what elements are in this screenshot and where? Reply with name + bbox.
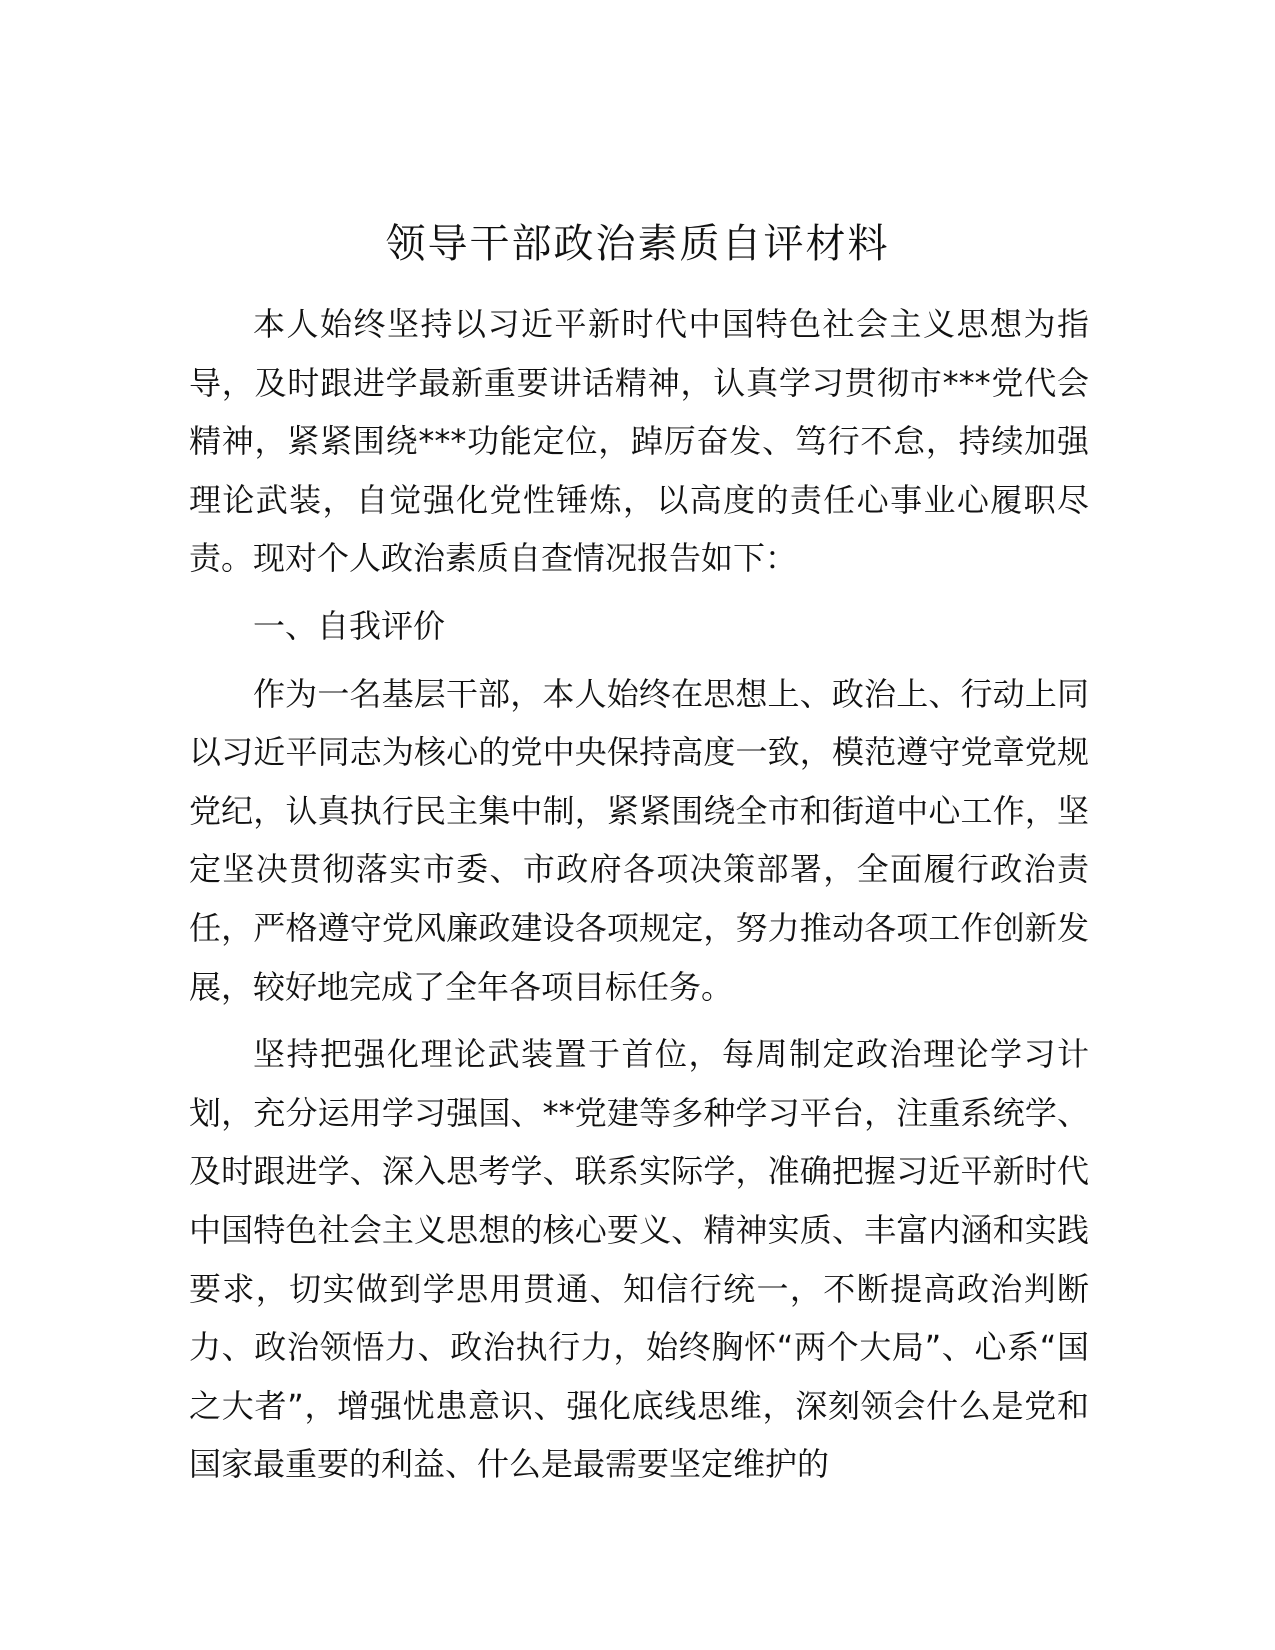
intro-paragraph: 本人始终坚持以习近平新时代中国特色社会主义思想为指导，及时跟进学最新重要讲话精神，认真学习贯彻市***党代会精神，紧紧围绕***功能定位，踔厉奋发、笃行不怠，持续加强理论武装，自觉强化党性锤炼，以高度的责任心事业心履职尽责。现对个人政治素质自查情况报告如下： [189, 305, 1089, 578]
section-heading-self-evaluation: 一、自我评价 [253, 606, 446, 645]
self-evaluation-paragraph-2: 坚持把强化理论武装置于首位，每周制定政治理论学习计划，充分运用学习强国、**党建等多种学习平台，注重系统学、及时跟进学、深入思考学、联系实际学，准确把握习近平新时代中国特色社会主义思想的核心要义、精神实质、丰富内涵和实践要求，切实做到学思用贯通、知信行统一，不断提高政治判断力、政治领悟力、政治执行力，始终胸怀“两个大局”、心系“国之大者”，增强忧患意识、强化底线思维，深刻领会什么是党和国家最重要的利益、什么是最需要坚定维护的 [189, 1035, 1089, 1484]
self-evaluation-paragraph-1: 作为一名基层干部，本人始终在思想上、政治上、行动上同以习近平同志为核心的党中央保持高度一致，模范遵守党章党规党纪，认真执行民主集中制，紧紧围绕全市和街道中心工作，坚定坚决贯彻落实市委、市政府各项决策部署，全面履行政治责任，严格遵守党风廉政建设各项规定，努力推动各项工作创新发展，较好地完成了全年各项目标任务。 [189, 674, 1089, 1006]
document-title: 领导干部政治素质自评材料 [385, 221, 890, 267]
document-body [189, 295, 1089, 1494]
